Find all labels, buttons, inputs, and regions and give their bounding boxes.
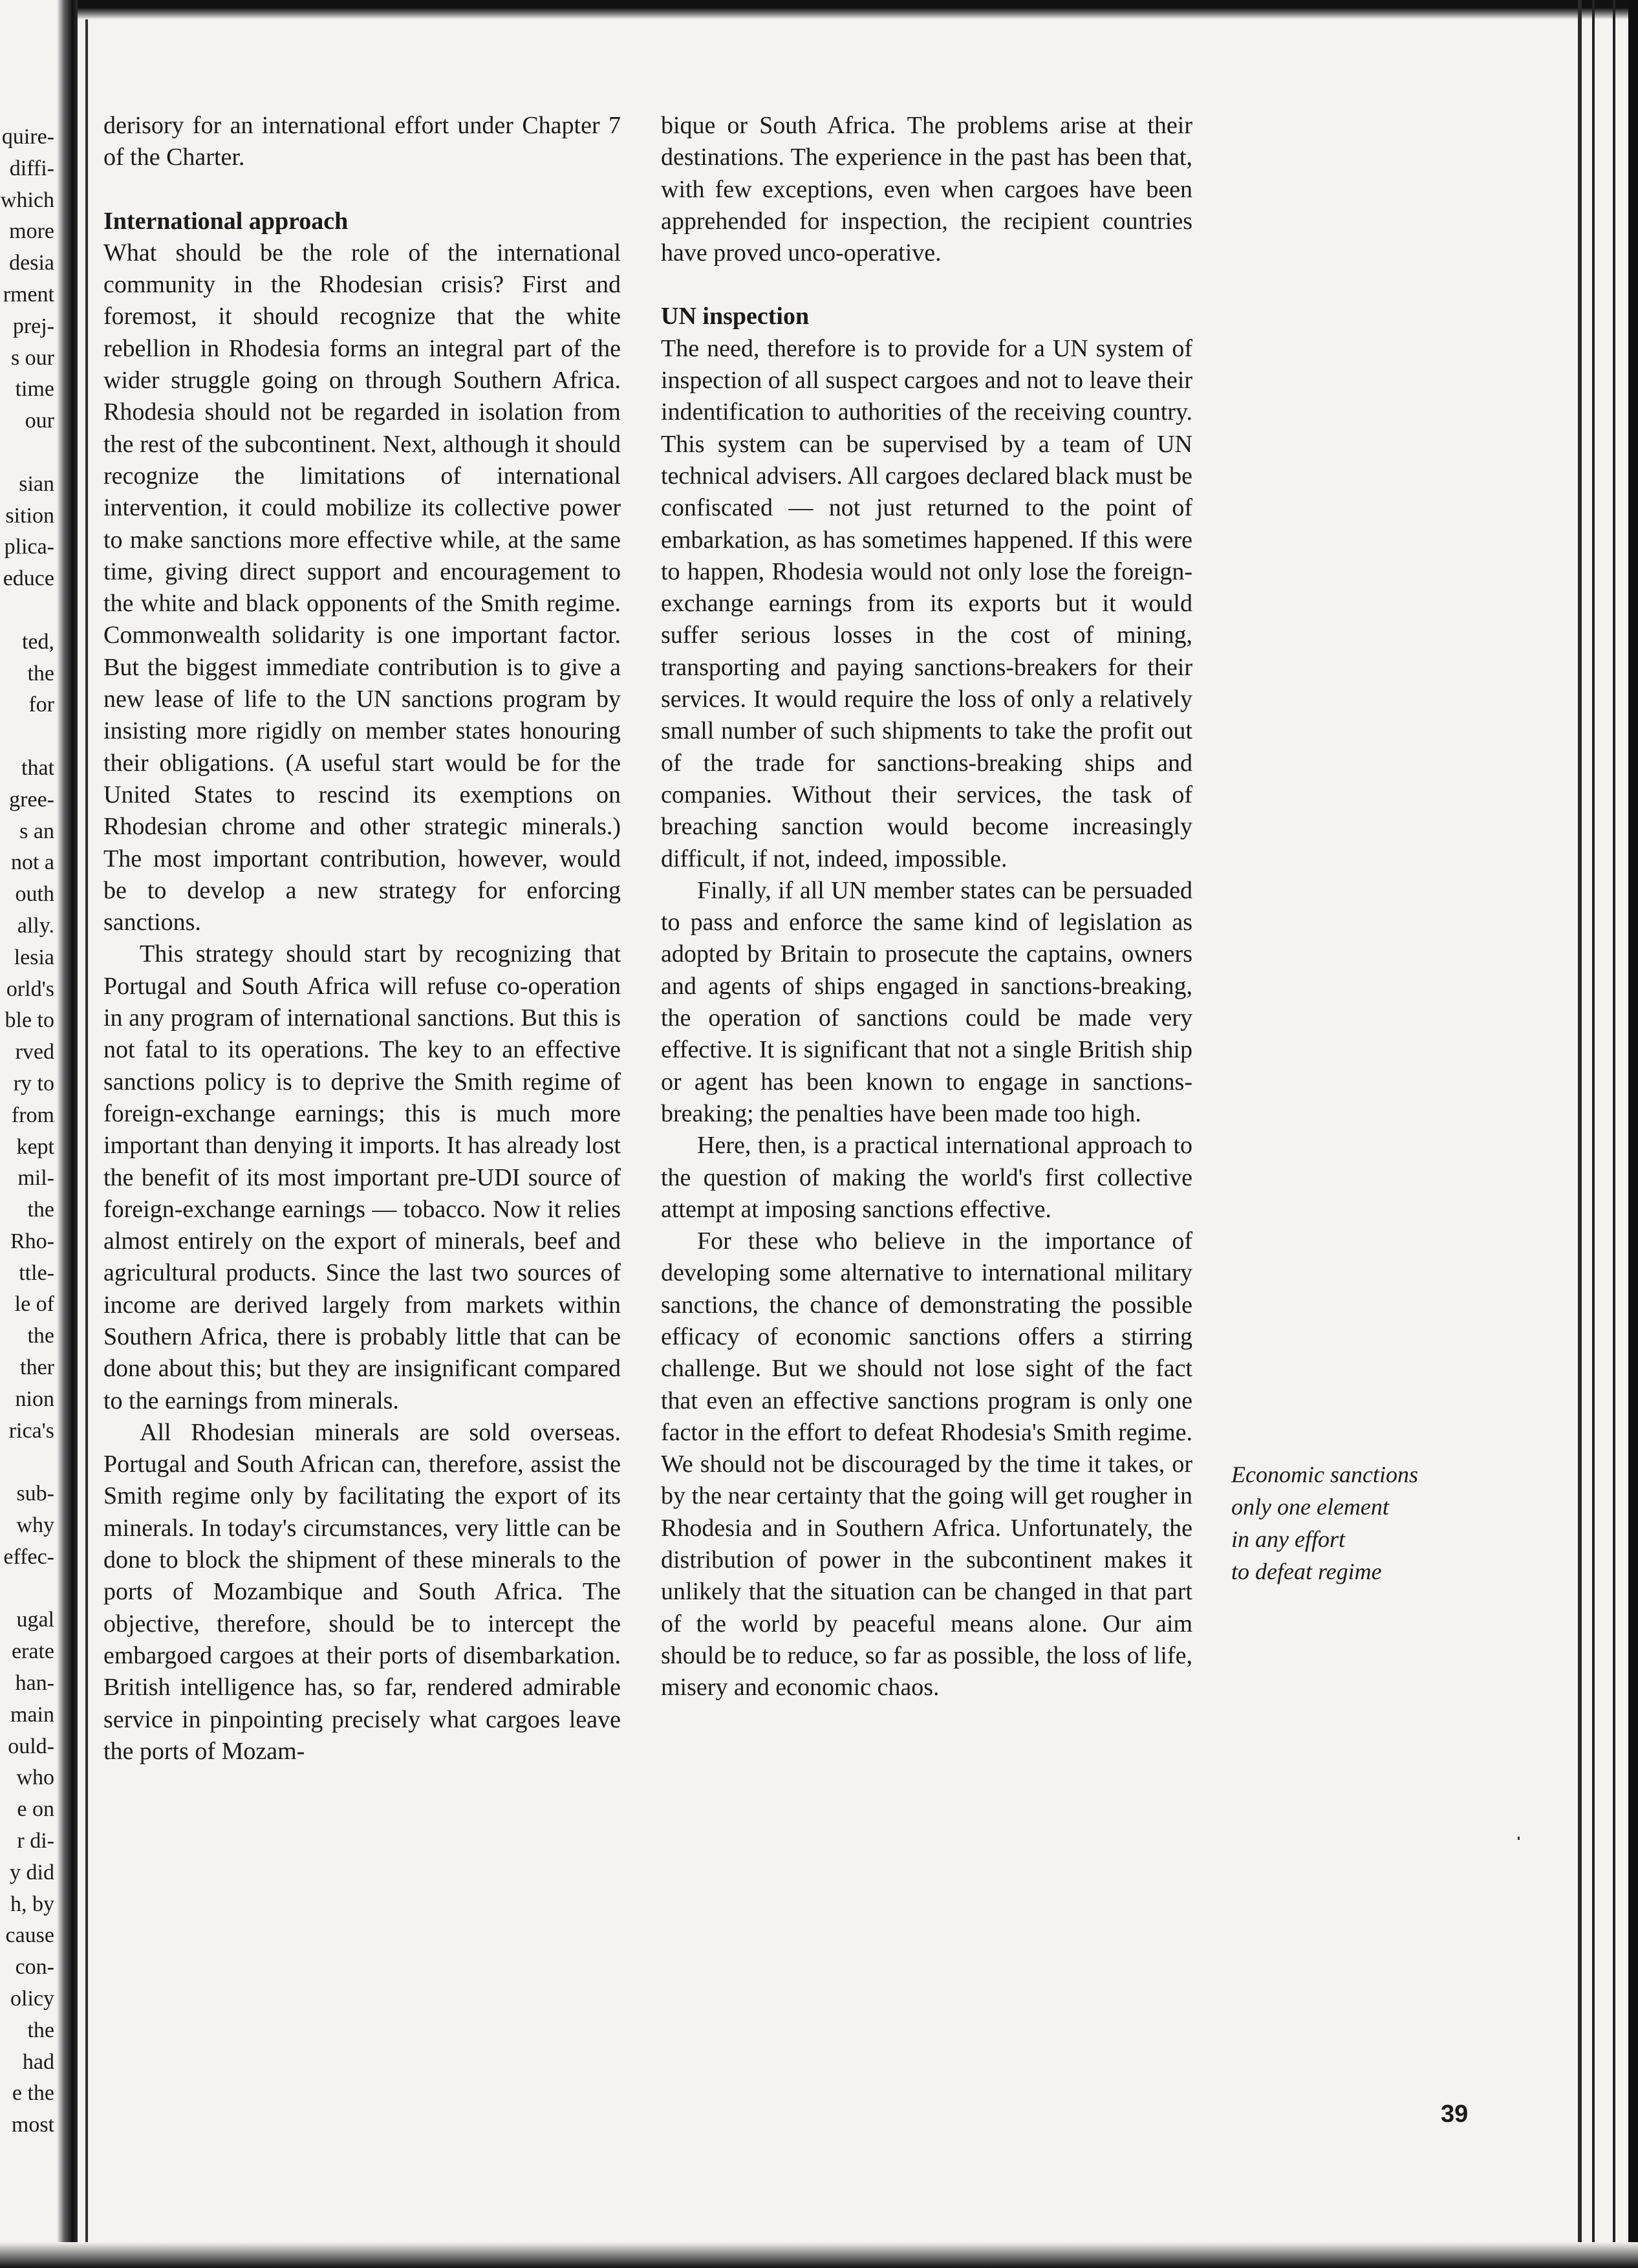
previous-page-fragment: sition: [5, 503, 54, 528]
page-spine-line: [85, 19, 88, 2244]
body-paragraph: For these who believe in the importance of developing some alternative to international military sanctions, the chance of demonstrating the possible efficacy of economic sanctions offers a stirring challenge. But we should not lose sight of the fact that even an effective sanctions program is only one factor in the effort to defeat Rhodesia's Smith regime. We should not be discouraged by the time it takes, or by the near certainty that the going will get rougher in Rhodesia and in Southern Africa. Unfortunately, the distribution of power in the subcontinent makes it unlikely that the situation can be changed in that part of the world by peaceful means alone. Our aim should be to reduce, so far as possible, the loss of life, misery and economic chaos.: [661, 1227, 1192, 1701]
previous-page-fragment: diffi-: [9, 156, 54, 180]
scan-speck: [1518, 1837, 1520, 1840]
previous-page-fragment: [0, 1447, 57, 1478]
previous-page-fragment: from: [11, 1103, 54, 1127]
previous-page-fragment: effec-: [3, 1544, 54, 1569]
previous-page-fragment: that: [21, 755, 54, 780]
previous-page-fragment: ttle-: [19, 1260, 54, 1285]
body-paragraph: All Rhodesian minerals are sold overseas. Portugal and South African can, therefore, assist the Smith regime only by facilitating the export of its minerals. In today's circumstances, very little can be done to block the shipment of these minerals to the ports of Mozambique and South Africa. The objective, therefore, should be to intercept the embargoed cargoes at their ports of disembarkation. British intelligence has, so far, rendered admirable service in pinpointing precisely what cargoes leave the ports of Mozam-: [103, 1418, 621, 1765]
previous-page-fragment: plica-: [4, 535, 54, 559]
previous-page-fragment: most: [11, 2113, 54, 2137]
previous-page-fragment: s our: [10, 345, 54, 370]
body-paragraph: Here, then, is a practical international approach to the question of making the world's first collective attempt at imposing sanctions effective.: [661, 1132, 1192, 1223]
previous-page-fragment: ould-: [8, 1734, 54, 1758]
previous-page-fragment: for: [28, 693, 54, 717]
previous-page-fragment: sian: [19, 471, 54, 496]
previous-page-fragment: educe: [3, 567, 54, 591]
previous-page-fragment: con-: [15, 1955, 54, 1980]
previous-page-fragment: orld's: [6, 977, 54, 1001]
previous-page-fragment: our: [25, 409, 54, 433]
previous-page-fragment: quire-: [1, 125, 54, 149]
page-edge-line: [1578, 0, 1582, 2268]
previous-page-fragment: ally.: [17, 913, 54, 938]
previous-page-fragment: e on: [17, 1797, 54, 1822]
previous-page-fragment: y did: [10, 1860, 54, 1885]
previous-page-fragments: [0, 122, 57, 2141]
previous-page-fragment: rica's: [8, 1418, 54, 1443]
previous-page-fragment: why: [16, 1513, 54, 1538]
previous-page-fragment: gree-: [9, 787, 54, 812]
previous-page-fragment: who: [16, 1766, 54, 1790]
previous-page-fragment: ugal: [16, 1608, 54, 1632]
previous-page-fragment: [0, 437, 57, 469]
previous-page-fragment: which: [0, 188, 54, 212]
page-edge-line: [1613, 0, 1615, 2268]
body-paragraph: Finally, if all UN member states can be persuaded to pass and enforce the same kind of legislation as adopted by Britain to prosecute the captains, owners and agents of ships engaged in sanctions-breaking, the operation of sanctions could be made very effective. It is significant that not a single British ship or agent has been known to engage in sanctions-breaking; the penalties have been made too high.: [661, 876, 1192, 1127]
page-number: 39: [1441, 2101, 1469, 2128]
section-spacer: [661, 269, 1192, 301]
previous-page-fragment: desia: [9, 251, 54, 275]
previous-page-fragment: prej-: [12, 314, 54, 338]
section-spacer: [103, 174, 621, 206]
previous-page-fragment: [0, 721, 57, 753]
previous-page-fragment: e the: [12, 2081, 54, 2106]
article-column-1: [103, 110, 621, 1767]
page-edge-line: [1628, 0, 1638, 2268]
previous-page-fragment: [0, 595, 57, 627]
previous-page-fragment: rved: [15, 1040, 54, 1064]
previous-page-fragment: ry to: [13, 1071, 54, 1096]
previous-page-fragment: [0, 1573, 57, 1605]
scan-top-edge: [0, 0, 1638, 19]
previous-page-fragment: sub-: [16, 1482, 54, 1506]
previous-page-fragment: kept: [16, 1134, 54, 1159]
previous-page-fragment: the: [27, 1198, 54, 1222]
pull-quote: [1231, 1458, 1503, 1588]
previous-page-fragment: ther: [20, 1355, 54, 1380]
body-paragraph: What should be the role of the international community in the Rhodesian crisis? First and foremost, it should recognize that the white rebellion in Rhodesia forms an integral part of the wider struggle going on through Southern Africa. Rhodesia should not be regarded in isolation from the rest of the subcontinent. Next, although it should recognize the limitations of international intervention, it could mobilize its collective power to make sanctions more effective while, at the same time, giving direct support and encouragement to the white and black opponents of the Smith regime. Commonwealth solidarity is one important factor. But the biggest immediate contribution is to give a new lease of life to the UN sanctions program by insisting more rigidly on member states honouring their obligations. (A useful start would be for the United States to rescind its exemptions on Rhodesian chrome and other strategic minerals.) The most important contribution, however, would be to develop a new strategy for enforcing sanctions.: [103, 239, 621, 936]
previous-page-fragment: time: [15, 377, 54, 402]
previous-page-fragment: s an: [19, 819, 54, 843]
previous-page-fragment: outh: [15, 882, 54, 907]
previous-page-fragment: nion: [15, 1387, 54, 1411]
previous-page-fragment: had: [22, 2049, 54, 2074]
previous-page-fragment: rment: [3, 282, 54, 307]
previous-page-fragment: han-: [15, 1671, 54, 1696]
pull-quote-line: to defeat regime: [1231, 1559, 1382, 1584]
section-heading: International approach: [103, 207, 349, 235]
previous-page-fragment: h, by: [10, 1892, 54, 1916]
section-heading: UN inspection: [661, 303, 810, 330]
previous-page-fragment: Rho-: [10, 1229, 54, 1253]
previous-page-fragment: not a: [10, 850, 54, 875]
previous-page-fragment: mil-: [17, 1166, 54, 1191]
previous-page-fragment: the: [27, 661, 54, 686]
scan-bottom-edge: [0, 2242, 1638, 2268]
column-intro-text: derisory for an international effort under Chapter 7 of the Charter.: [103, 112, 621, 171]
previous-page-fragment: r di-: [17, 1829, 54, 1853]
previous-page-fragment: lesia: [14, 945, 54, 969]
previous-page-fragment: le of: [14, 1292, 54, 1317]
body-paragraph: The need, therefore is to provide for a UN system of inspection of all suspect cargoes and not to leave their indentification to authorities of the receiving country. This system can be supervised by a team of UN technical advisers. All cargoes declared black must be confiscated — not just returned to the point of embarkation, as has sometimes happened. If this were to happen, Rhodesia would not only lose the foreign-exchange earnings from its exports but it would suffer serious losses in the cost of mining, transporting and paying sanctions-breakers for their services. It would require the loss of only a relatively small number of such shipments to take the profit out of the trade for sanctions-breaking ships and companies. Without their services, the task of breaching sanction would become increasingly difficult, if not, indeed, impossible.: [661, 334, 1192, 872]
previous-page-fragment: erate: [11, 1639, 54, 1664]
pull-quote-line: Economic sanctions: [1231, 1462, 1418, 1487]
pull-quote-line: only one element: [1231, 1494, 1389, 1520]
column-intro-text: bique or South Africa. The problems arise at their destinations. The experience in the past has been that, with few exceptions, even when cargoes have been apprehended for inspection, the recipient countries have proved unco-operative.: [661, 112, 1192, 267]
previous-page-fragment: main: [10, 1702, 54, 1727]
previous-page-fragment: ble to: [5, 1008, 54, 1033]
page-edge-line: [1592, 0, 1595, 2268]
pull-quote-line: in any effort: [1231, 1526, 1345, 1552]
previous-page-fragment: the: [27, 2018, 54, 2042]
previous-page-fragment: olicy: [10, 1987, 54, 2011]
previous-page-fragment: the: [27, 1324, 54, 1348]
previous-page-fragment: ted,: [21, 629, 54, 654]
previous-page-fragment: more: [9, 219, 54, 244]
article-column-2: [661, 110, 1192, 1704]
previous-page-fragment: cause: [5, 1923, 54, 1948]
body-paragraph: This strategy should start by recognizing that Portugal and South Africa will refuse co-operation in any program of international sanctions. But this is not fatal to its operations. The key to an effective sanctions policy is to deprive the Smith regime of foreign-exchange earnings; this is much more important than denying it imports. It has already lost the benefit of its most important pre-UDI source of foreign-exchange earnings — tobacco. Now it relies almost entirely on the export of minerals, beef and agricultural products. Since the last two sources of income are derived largely from markets within Southern Africa, there is probably little that can be done about this; but they are insignificant compared to the earnings from minerals.: [103, 940, 621, 1414]
